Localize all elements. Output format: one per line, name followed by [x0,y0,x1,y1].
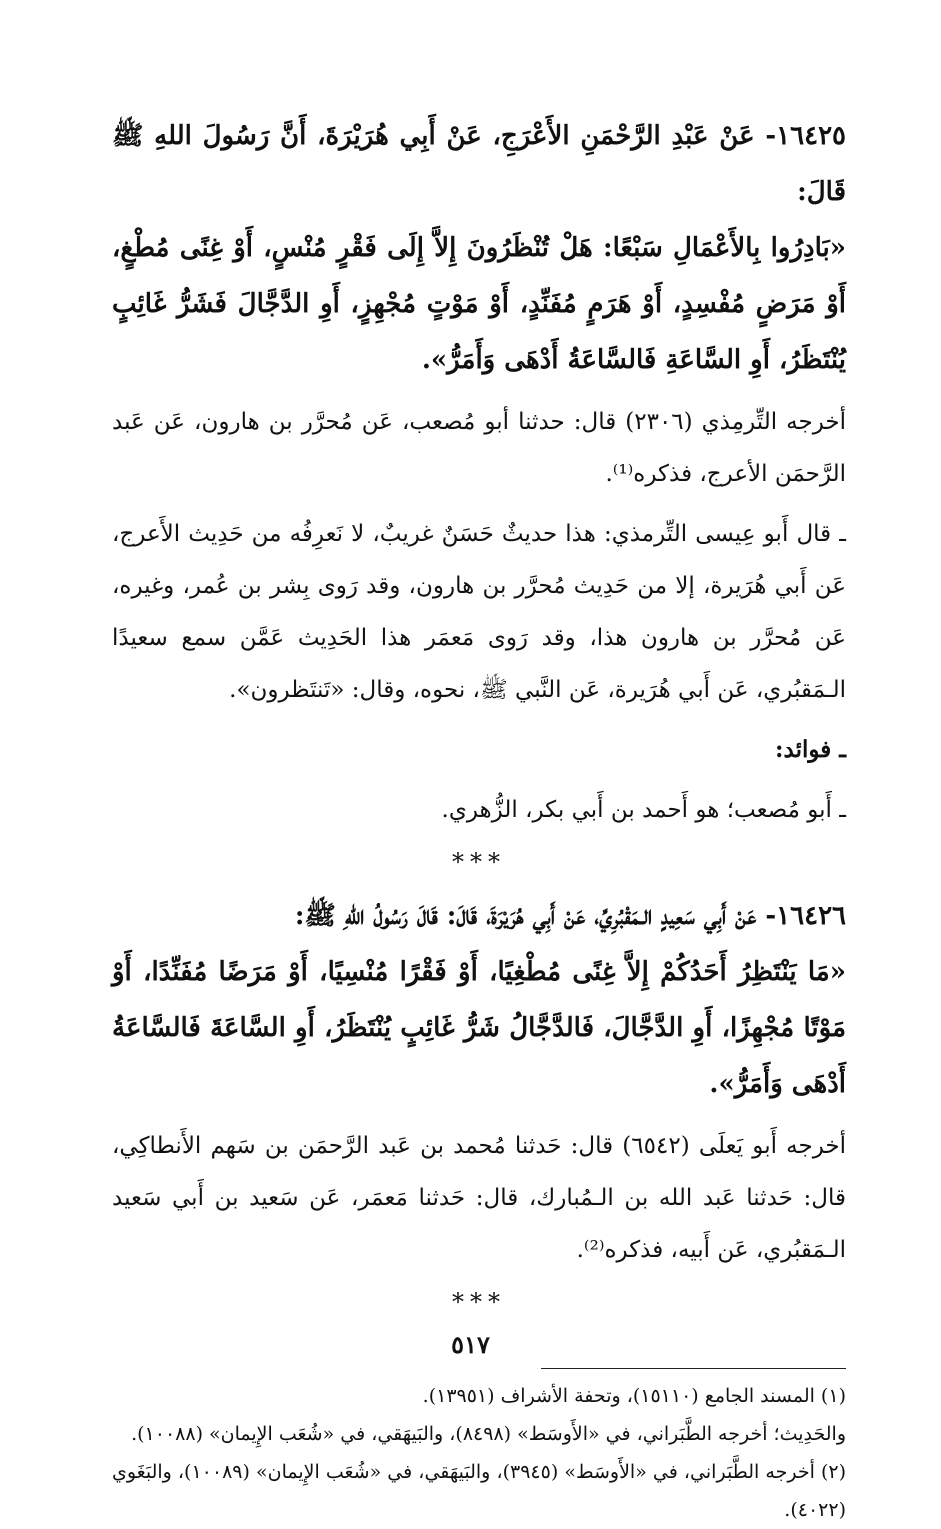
hadith-16425-comment: ـ قال أَبو عِيسى التِّرمذي: هذا حديثٌ حَسَنٌ غريبٌ، لا نَعرِفُه من حَدِيث الأَعرج، عَن أَبي هُرَيرة، إلا من حَدِيث مُحرَّر بن هارون، وقد رَوى بِشر بن عُمر، وغيره، عَن مُحرَّر بن هارون هذا، وقد رَوى مَعمَر هذا الحَدِيث عَمَّن سمع سعيدًا الـمَقبُري، عَن أَبي هُرَيرة، عَن النَّبي ﷺ، نحوه، وقال: «تَنتَظرون». [112,521,846,703]
hadith-16426-matn: «مَا يَنْتَظِرُ أَحَدُكُمْ إِلاَّ غِنًى مُطْغِيًا، أَوْ فَقْرًا مُنْسِيًا، أَوْ مَرَضًا مُفَنِّدًا، أَوْ مَوْتًا مُجْهِزًا، أَوِ الدَّجَّالَ، فَالدَّجَّالُ شَرُّ غَائِبٍ يُنْتَظَرُ، أَوِ السَّاعَةَ فَالسَّاعَةُ أَدْهَى وَأَمَرُّ». [112,957,846,1099]
footnote-2: (٢) أخرجه الطَّبَراني، في «الأَوسَط» (٣٩٤٥)، والبَيهَقي، في «شُعَب الإِيمان» (١٠٠٨٩)، والبَغَوي (٤٠٢٢). [112,1461,846,1521]
hadith-16425-takhrij: أخرجه التِّرمِذي (٢٣٠٦) قال: حدثنا أبو مُصعب، عَن مُحرَّر بن هارون، عَن عَبد الرَّحمَن الأعرج، فذكره⁽¹⁾. [112,409,846,487]
footnote-rule [541,1368,846,1369]
footnote-1: (١) المسند الجامع (١٥١١٠)، وتحفة الأشراف (١٣٩٥١). [422,1385,846,1407]
hadith-16425-matn: «بَادِرُوا بِالأَعْمَالِ سَبْعًا: هَلْ تُنْظَرُونَ إِلاَّ إِلَى فَقْرٍ مُنْسٍ، أَوْ غِنًى مُطْغٍ، أَوْ مَرَضٍ مُفْسِدٍ، أَوْ هَرَمٍ مُفَنِّدٍ، أَوْ مَوْتٍ مُجْهِزٍ، أَوِ الدَّجَّالَ فَشَرُّ غَائِبٍ يُنْتَظَرُ، أَوِ السَّاعَةِ فَالسَّاعَةُ أَدْهَى وَأَمَرُّ». [112,233,846,375]
section-separator: *** [452,1288,506,1316]
benefit-item: ـ أَبو مُصعب؛ هو أَحمد بن أَبي بكر، الزُّهري. [441,797,846,823]
benefits-label: ـ فوائد: [775,736,846,763]
hadith-16426-takhrij: أخرجه أَبو يَعلَى (٦٥٤٢) قال: حَدثنا مُحمد بن عَبد الرَّحمَن بن سَهم الأَنطاكِي، قال: حَدثنا عَبد الله بن الـمُبارك، قال: حَدثنا مَعمَر، عَن سَعيد بن أَبي سَعيد الـمَقبُري، عَن أَبيه، فذكره⁽²⁾. [112,1133,846,1263]
page-number: ٥١٧ [451,1330,490,1359]
hadith-16425-heading: ١٦٤٢٥- عَنْ عَبْدِ الرَّحْمَنِ الأَعْرَجِ، عَنْ أَبِي هُرَيْرَةَ، أَنَّ رَسُولَ اللهِ ﷺ قَالَ: [112,121,846,207]
section-separator: *** [452,848,506,876]
hadith-16426-heading: ١٦٤٢٦- عَنْ أَبِي سَعِيدٍ الـمَقْبُرِيِّ، عَنْ أَبِي هُرَيْرَةَ، قَالَ: قَالَ رَسُولُ اللهِ ﷺ: [294,901,846,931]
footnote-1-continued: والحَدِيث؛ أخرجه الطَّبَراني، في «الأَوسَط» (٨٤٩٨)، والبَيهَقي، في «شُعَب الإِيمان» (١٠٠٨٨). [131,1423,846,1445]
